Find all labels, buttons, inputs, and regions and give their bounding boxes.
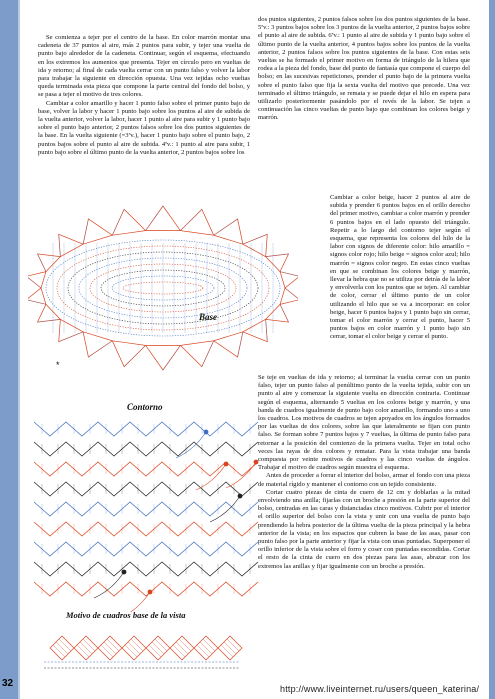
contorno-color-pins <box>94 430 258 612</box>
paragraph: Se teje en vueltas de ida y retorno; al terminar la vuelta cerrar con un punto falso, tejer un punto falso al penúltimo punto de la vuelta tejida, subir con un punto al aire y comenzar la siguiente vuelta en dirección contraria. Continuar según el esquema, alternando 5 vueltas en los colores beige y marrón, y una banda de cuadros igualmente de punto bajo color amarillo, formando uno a uno los cuadros. Los motivos de cuadros se tejen apoyados en los ángulos formados por las vueltas de dos colores, sobre las que lateralmente se fijan con punto falso. Se forman sobre 7 puntos bajos y 7 vueltas, la última de punto falso para retornar a la posición del comienzo de la primera vuelta. Tejer en total ocho veces las rayas de dos colores y rematar. Para la vista trabajar una banda compuesta por veinte motivos de cuadros y las cinco vueltas de ángulos. Trabajar el motivo de cuadros según muestra el esquema. <box>258 374 470 472</box>
source-watermark: http://www.liveinternet.ru/users/queen_katerina/ <box>280 684 480 694</box>
square-stitches <box>104 642 116 654</box>
triangle-stitches <box>88 341 112 357</box>
diagram-heading-motivo: Motivo de cuadros base de la vista <box>66 610 186 620</box>
triangle-motif <box>180 209 213 235</box>
paragraph: Cambiar a color amarillo y hacer 1 punto falso sobre el primer punto bajo de base, volver la labor y hacer 1 punto bajo sobre los puntos al aire de subida de la vuelta anterior, volver la labor, hacer 1 punto al aire para subir y 1 punto bajo sobre el punto bajo anterior, 2 puntos falsos sobre los dos puntos siguientes de la base. En la vuelta siguiente (=3ªv.), hacer 1 punto bajo sobre el punto bajo, 2 puntos bajos sobre el punto al aire de subida. 4ªv.: 1 punto al aire para subir, 1 punto bajo sobre el último punto de la vuelta anterior, 2 puntos bajos sobre los <box>38 99 250 156</box>
instructions-right-column-bottom <box>258 374 470 571</box>
triangle-motif <box>37 304 60 322</box>
zigzag-row <box>34 582 258 596</box>
square-stitches <box>56 642 68 654</box>
left-margin-stripe <box>18 0 20 699</box>
paragraph: dos puntos siguientes, 2 puntos falsos sobre los dos puntos siguientes de la base. 5ªv.: 3 puntos bajos sobre los 3 puntos de la vuelta anterior, 2 puntos bajos sobre el punto al aire de subida. 6ªv.: 1 punto al aire de subida y 1 punto bajo sobre el último punto de la vuelta anterior, 4 puntos bajos sobre los puntos de la vuelta anterior, 2 puntos falsos sobre los puntos siguientes de la base. Con estas seis vueltas se ha formado el primer motivo en forma de triángulo de la hilera que rodea a la pieza del fondo, base del punto de fantasía que compone el cuerpo del bolso; en las sucesivas repeticiones, prender el punto bajo de la primera vuelta sobre el punto falso que fija la sexta vuelta del motivo que precede. Una vez terminado el último triángulo, se remata y se puede dejar el hilo en espera para utilizarlo posteriormente pasándolo por el revés de la labor. Se tejen a continuación las cinco vueltas de punto bajo que combinan los colores beige y marrón. <box>258 16 471 122</box>
zigzag-row <box>34 482 258 496</box>
triangle-motif <box>83 219 112 244</box>
contorno-zigzag-stitches <box>34 422 258 596</box>
triangle-motif <box>59 319 83 341</box>
diagram-heading-contorno: Contorno <box>127 402 163 412</box>
square-stitches <box>101 645 113 657</box>
paragraph: Cambiar a color beige, hacer 2 puntos al aire de subida y prender 6 puntos bajos en el orillo derecho del primer motivo, cambiar a color marrón y prender 6 puntos bajos en el lado opuesto del triángulo. Repetir a lo largo del contorno tejer según el esquema, que representa los colores del hilo de la labor con signos de diferente color: hilo amarillo = signos color rojo; hilo beige = signos color azul; hilo marrón = signos color negro. En estas cinco vueltas en que se combinan los colores beige y marrón, llevar la hebra que no se utiliza por detrás de la labor y envolverla con los puntos que se tejen. Al cambiar de color, cerrar el último punto de un color utilizando el hilo que se va a incorporar: en color beige, hacer 6 puntos bajos y 1 punto bajo sin cerrar, tomar el color marrón y cerrar el punto, hacer 5 puntos bajos en color marrón y 1 punto bajo sin cerrar, tomar el color beige y cerrar el punto. <box>330 194 470 341</box>
triangle-motif <box>37 254 60 272</box>
triangle-stitches <box>285 288 298 300</box>
square-stitches <box>107 639 119 651</box>
square-stitches <box>83 639 95 651</box>
color-pin-thread <box>120 592 150 612</box>
instructions-right-column-top <box>258 16 470 123</box>
instructions-left-column <box>38 34 250 157</box>
right-blue-margin-bar <box>489 0 495 699</box>
square-stitches <box>125 645 137 657</box>
square-stitches <box>200 642 212 654</box>
paragraph: Se comienza a tejer por el centro de la base. En color marrón montar una cadeneta de 37 puntos al aire, más 2 puntos para subir, y tejer una vuelta de punto bajo alrededor de la cadeneta. Continuar, según el esquema, efectuando en los extremos los aumentos que presenta. Tejer en círculo pero en vueltas de ida y retorno; al final de cada vuelta cerrar con un punto falso y volver la labor para trabajar la siguiente en dirección opuesta. Una vez tejidas ocho vueltas queda terminada esta pieza que compone la parte central del fondo del bolso, y se pasa a tejer el motivo de tres colores. <box>38 34 250 99</box>
triangle-motif <box>214 219 243 244</box>
triangle-motif <box>59 234 83 256</box>
triangle-motif <box>83 332 112 357</box>
square-stitches <box>197 645 209 657</box>
triangle-motif <box>280 272 298 288</box>
square-stitches <box>176 642 188 654</box>
triangle-stitches <box>28 276 41 288</box>
square-stitches <box>173 645 185 657</box>
instructions-right-column-middle <box>330 194 470 342</box>
square-stitches <box>224 642 236 654</box>
triangle-stitches <box>202 341 214 367</box>
contorno-crochet-chart <box>26 412 261 612</box>
base-oval-stitches <box>46 240 280 336</box>
zigzag-row <box>34 522 258 536</box>
square-stitches <box>59 639 71 651</box>
square-stitches <box>221 645 233 657</box>
triangle-motif <box>180 341 213 367</box>
square-stitches <box>152 642 164 654</box>
triangle-motif <box>112 341 145 367</box>
square-stitches <box>227 639 239 651</box>
left-blue-margin-bar <box>0 0 18 699</box>
zigzag-row <box>34 422 258 436</box>
zigzag-row <box>34 502 258 516</box>
page-number: 32 <box>2 678 14 689</box>
triangle-stitches <box>112 209 124 235</box>
square-stitches <box>77 645 89 657</box>
square-stitches <box>53 645 65 657</box>
color-pin-thread <box>94 572 124 598</box>
paragraph: Cortar cuatro piezas de cinta de cuero de 12 cm y doblarlas a la mitad envolviendo una anilla; fijarlas con un broche a presión en la parte superior del bolso, centradas en las caras y distanciadas cinco motivos. Cubrir por el interior el orillo superior del bolso con la vista y unir con una vuelta de punto bajo prendiendo la hebra posterior de la última vuelta de la pieza principal y la hebra anterior de la vista; en los espacios que cubren la base de las asas, pasar con punto falso por la parte anterior y fijar la vista con unas puntadas. Superponer el orillo inferior de la vista sobre el forro y coser con puntadas escondidas. Cortar el resto de la cinta de cuero en dos piezas para las asas, abrazar con los extremos las anillas y fijar igualmente con un broche a presión. <box>258 488 470 570</box>
diagram-heading-base: Base <box>199 312 217 322</box>
triangle-stitches <box>214 219 238 235</box>
zigzag-row <box>34 442 258 456</box>
triangle-motif <box>243 319 267 341</box>
triangle-motif <box>243 234 267 256</box>
triangle-motif <box>214 332 243 357</box>
triangle-motif <box>266 254 289 272</box>
square-stitches <box>179 639 191 651</box>
base-crochet-chart <box>28 200 298 375</box>
motivo-crochet-chart <box>40 622 245 682</box>
triangle-motif <box>266 304 289 322</box>
color-pin-thread <box>210 496 240 522</box>
triangle-motif <box>28 288 46 304</box>
square-stitches <box>128 642 140 654</box>
square-stitches <box>155 639 167 651</box>
square-stitches <box>149 645 161 657</box>
triangle-motif <box>146 206 181 231</box>
zigzag-row <box>34 562 258 576</box>
triangle-motif <box>146 345 181 370</box>
triangle-motif <box>280 288 298 304</box>
paragraph: Antes de proceder a forrar el interior del bolso, armar el fondo con una pieza de material rígido y mantener el contorno con un tejido consistente. <box>258 472 470 488</box>
start-marker-asterisk: * <box>56 360 60 370</box>
triangle-motif <box>28 272 46 288</box>
motivo-square-stitches <box>44 636 242 668</box>
square-stitches <box>80 642 92 654</box>
zigzag-row <box>34 542 258 556</box>
square-stitches <box>203 639 215 651</box>
square-stitches <box>131 639 143 651</box>
triangle-motif <box>112 209 145 235</box>
